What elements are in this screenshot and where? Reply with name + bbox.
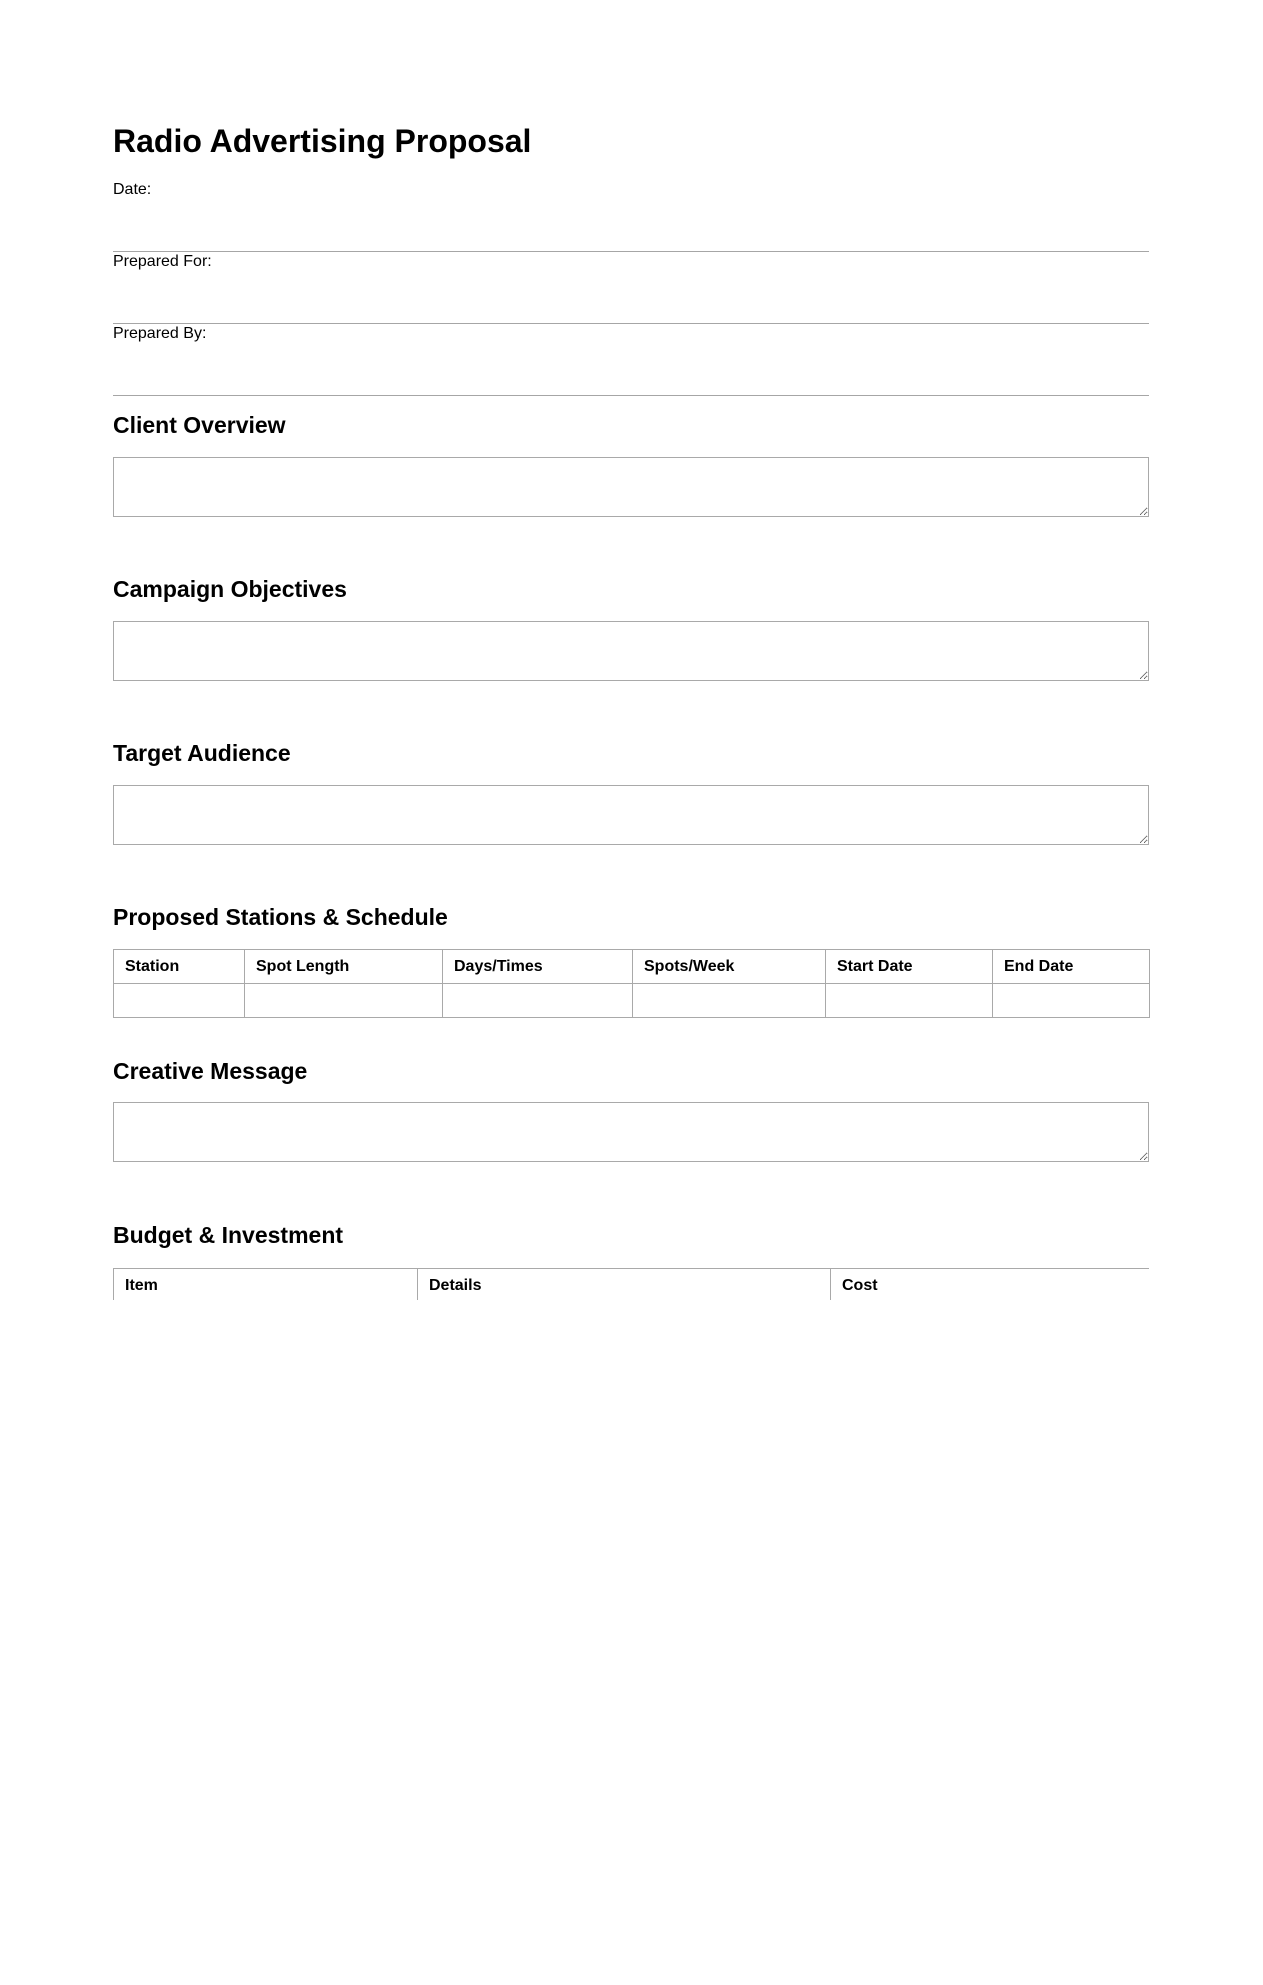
column-header-end-date: End Date [993, 950, 1150, 984]
date-label: Date: [113, 181, 152, 198]
start-date-cell[interactable] [826, 984, 993, 1018]
column-header-item: Item [114, 1269, 418, 1301]
spots-week-cell[interactable] [633, 984, 826, 1018]
campaign-objectives-textarea[interactable] [113, 621, 1149, 681]
column-header-cost: Cost [831, 1269, 1150, 1301]
creative-message-heading: Creative Message [113, 1058, 308, 1084]
days-times-cell[interactable] [443, 984, 633, 1018]
campaign-objectives-heading: Campaign Objectives [113, 576, 347, 602]
prepared-for-label: Prepared For: [113, 253, 212, 270]
client-overview-heading: Client Overview [113, 412, 286, 438]
prepared-by-field[interactable] [113, 324, 1149, 396]
column-header-spot-length: Spot Length [245, 950, 443, 984]
page-title: Radio Advertising Proposal [113, 123, 532, 159]
column-header-station: Station [114, 950, 245, 984]
creative-message-textarea[interactable] [113, 1102, 1149, 1162]
budget-heading: Budget & Investment [113, 1222, 344, 1248]
end-date-cell[interactable] [993, 984, 1150, 1018]
target-audience-heading: Target Audience [113, 740, 291, 766]
target-audience-textarea[interactable] [113, 785, 1149, 845]
budget-table [113, 1268, 1149, 1300]
column-header-details: Details [418, 1269, 831, 1301]
column-header-start-date: Start Date [826, 950, 993, 984]
station-cell[interactable] [114, 984, 245, 1018]
column-header-spots-week: Spots/Week [633, 950, 826, 984]
prepared-for-field[interactable] [113, 252, 1149, 324]
spot-length-cell[interactable] [245, 984, 443, 1018]
column-header-days-times: Days/Times [443, 950, 633, 984]
client-overview-textarea[interactable] [113, 457, 1149, 517]
budget-table-viewport [113, 1268, 1149, 1300]
prepared-by-label: Prepared By: [113, 325, 207, 342]
stations-schedule-heading: Proposed Stations & Schedule [113, 904, 448, 930]
stations-schedule-table [113, 949, 1150, 1018]
table-header-row [114, 1269, 1150, 1301]
date-field[interactable] [113, 180, 1149, 252]
table-header-row [114, 950, 1150, 984]
table-row [114, 984, 1150, 1018]
